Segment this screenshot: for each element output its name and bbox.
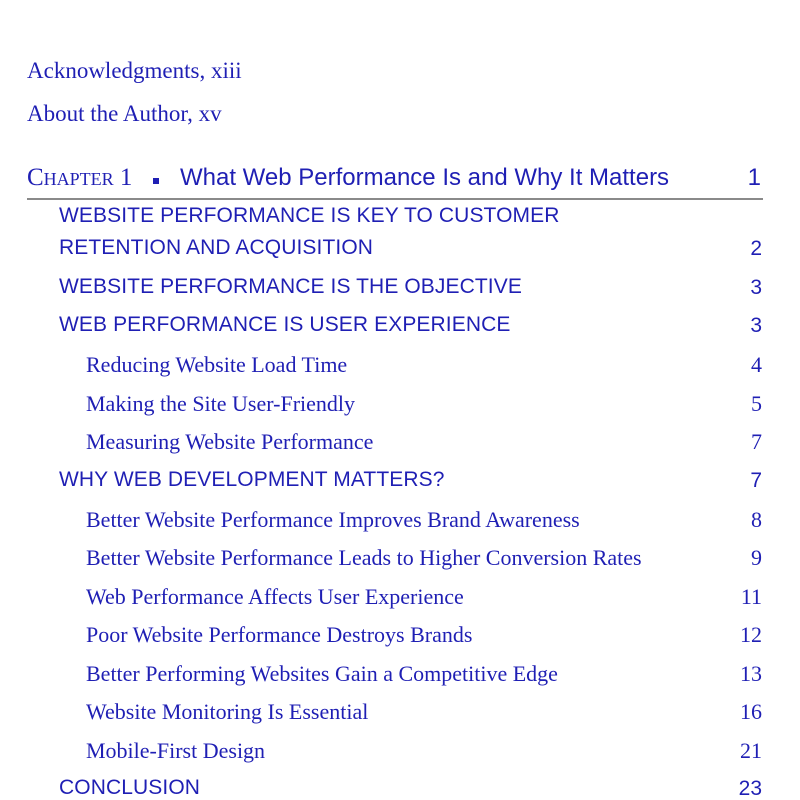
toc-entry-website-monitoring[interactable]: Website Monitoring Is Essential (86, 699, 369, 724)
page-number: 5 (751, 391, 762, 416)
page-number: 8 (751, 507, 762, 532)
page-number: 9 (751, 545, 762, 570)
chapter-page-number: 1 (747, 164, 761, 191)
page-number: 7 (750, 469, 762, 492)
toc-entry-user-experience[interactable]: WEB PERFORMANCE IS USER EXPERIENCE (59, 313, 511, 336)
chapter-bullet-icon (153, 178, 159, 184)
chapter-label: Chapter 1 (27, 164, 133, 191)
page-number: 3 (750, 314, 762, 337)
chapter-heading[interactable] (27, 164, 763, 200)
page-number: 16 (740, 699, 762, 724)
page-number: 2 (750, 237, 762, 260)
toc-entry-performance-objective[interactable]: WEBSITE PERFORMANCE IS THE OBJECTIVE (59, 275, 522, 298)
toc-entry-conversion-rates[interactable]: Better Website Performance Leads to Higher Conversion Rates (86, 545, 642, 570)
page-number: 11 (740, 584, 762, 609)
page-number: 21 (740, 738, 762, 763)
toc-entry-customer-retention-line1[interactable]: WEBSITE PERFORMANCE IS KEY TO CUSTOMER (59, 204, 560, 227)
toc-entry-load-time[interactable]: Reducing Website Load Time (86, 352, 348, 377)
toc-entry-affects-user-experience[interactable]: Web Performance Affects User Experience (86, 584, 464, 609)
toc-entry-user-friendly[interactable]: Making the Site User-Friendly (86, 391, 356, 416)
toc-about-the-author[interactable]: About the Author, xv (27, 101, 222, 126)
page-number: 12 (740, 622, 762, 647)
toc-entry-mobile-first-design[interactable]: Mobile-First Design (86, 738, 266, 763)
toc-entry-why-web-development[interactable]: WHY WEB DEVELOPMENT MATTERS? (59, 468, 445, 491)
chapter-title: What Web Performance Is and Why It Matters (180, 164, 670, 191)
page-number: 23 (738, 777, 762, 800)
page-number: 3 (750, 276, 762, 299)
toc-entry-measuring-performance[interactable]: Measuring Website Performance (86, 429, 374, 454)
toc-entry-brand-awareness[interactable]: Better Website Performance Improves Brand Awareness (86, 507, 580, 532)
page-number: 7 (751, 429, 762, 454)
page-number: 4 (751, 352, 762, 377)
page-number: 13 (740, 661, 762, 686)
toc-entry-competitive-edge[interactable]: Better Performing Websites Gain a Competitive Edge (86, 661, 558, 686)
toc-entry-customer-retention-line2[interactable]: RETENTION AND ACQUISITION (59, 236, 374, 259)
toc-entry-destroys-brands[interactable]: Poor Website Performance Destroys Brands (86, 622, 473, 647)
toc-acknowledgments[interactable]: Acknowledgments, xiii (27, 58, 242, 83)
toc-entry-conclusion[interactable]: CONCLUSION (59, 776, 201, 799)
